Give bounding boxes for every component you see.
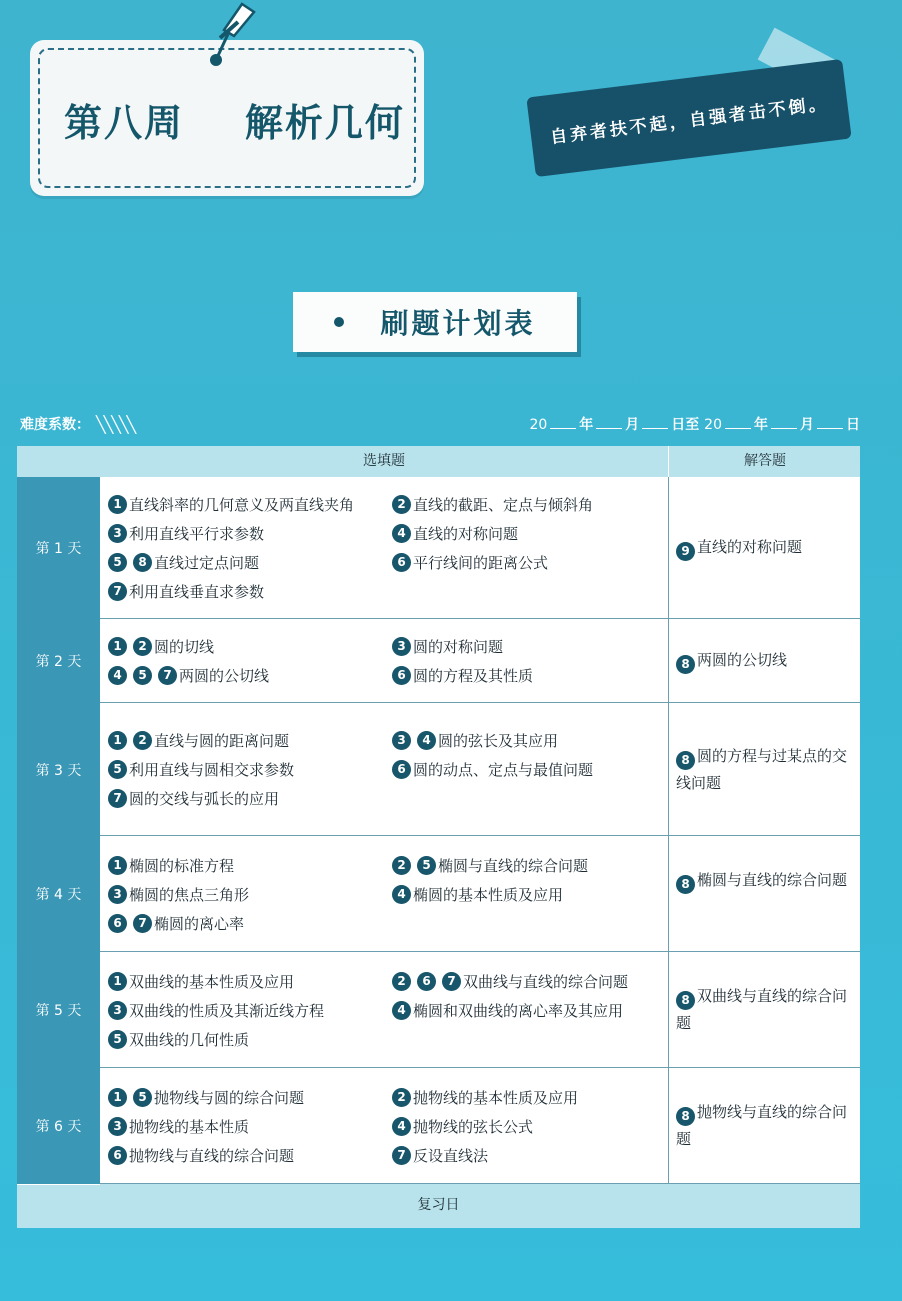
topic-item [392,729,558,751]
topic-text: 平行线间的距离公式 [413,553,549,572]
question-number-badge: 3 [108,885,127,904]
question-number-badge: 2 [392,856,411,875]
day-label: 第 1 天 [17,477,100,620]
topic-text: 双曲线与直线的综合问题 [463,972,629,991]
question-number-badge: 4 [108,666,127,685]
question-number-badge: 4 [392,1117,411,1136]
row-divider [100,835,860,836]
topic-item [392,551,548,573]
topic-item [392,664,533,686]
question-number-badge: 4 [392,885,411,904]
topic-item [108,970,294,992]
year-label-end: 年 [754,417,768,433]
blank-month-start[interactable] [596,416,622,429]
question-number-badge: 3 [108,524,127,543]
column-divider [668,477,669,619]
plan-title: 刷题计划表 [380,307,536,340]
blank-year-start[interactable] [550,416,576,429]
row-divider [100,618,860,619]
year-label-start: 年 [579,417,594,433]
row-divider [100,951,860,952]
topic-text: 椭圆的离心率 [154,914,245,933]
topic-item [392,1086,578,1108]
answer-topic [676,647,854,674]
topic-item [108,522,264,544]
topic-item [108,729,289,751]
topic-text: 抛物线的基本性质 [129,1117,250,1136]
topic-text: 利用直线垂直求参数 [129,582,265,601]
topic-text: 抛物线的基本性质及应用 [413,1088,579,1107]
column-divider [668,703,669,836]
question-number-badge: 2 [133,637,152,656]
topic-text: 抛物线的弦长公式 [413,1117,534,1136]
bullet-icon [334,317,344,327]
date-prefix-start: 20 [529,417,548,433]
answer-text: 两圆的公切线 [697,651,788,669]
question-number-badge: 4 [392,524,411,543]
topic-text: 直线的对称问题 [413,524,519,543]
topic-item [392,1115,533,1137]
topic-text: 圆的弦长及其应用 [438,731,559,750]
topic-text: 圆的方程及其性质 [413,666,534,685]
day-label-end: 日 [846,417,860,433]
answer-topic [676,1099,854,1153]
blank-year-end[interactable] [725,416,751,429]
topic-item [108,1115,249,1137]
question-number-badge: 3 [108,1001,127,1020]
topic-text: 反设直线法 [413,1146,489,1165]
topic-item [108,1144,294,1166]
question-number-badge: 6 [108,914,127,933]
answer-text: 椭圆与直线的综合问题 [697,871,848,889]
column-divider [668,619,669,703]
answer-text: 直线的对称问题 [697,538,803,556]
month-label-end: 月 [800,417,814,433]
page-title: 第八周 解析几何 [64,101,405,145]
answer-topic [676,983,854,1037]
column-divider [668,836,669,952]
day-label: 第 5 天 [17,952,100,1069]
topic-item [108,551,259,573]
blank-month-end[interactable] [771,416,797,429]
topic-text: 椭圆和双曲线的离心率及其应用 [413,1001,624,1020]
answer-topic [676,743,854,797]
question-number-badge: 2 [392,1088,411,1107]
topic-item [392,522,518,544]
difficulty-label: 难度系数： [20,417,90,433]
topic-item [108,999,324,1021]
topic-item [108,758,294,780]
topic-item [108,580,264,602]
question-number-badge: 5 [108,553,127,572]
topic-text: 两圆的公切线 [179,666,270,685]
topic-item [392,493,593,515]
month-label-start: 月 [625,417,640,433]
question-number-badge: 3 [108,1117,127,1136]
question-number-badge: 8 [133,553,152,572]
topic-text: 直线的截距、定点与倾斜角 [413,495,594,514]
topic-item [108,493,354,515]
question-number-badge: 3 [392,731,411,750]
column-divider [668,1068,669,1184]
topic-item [108,912,244,934]
topic-item [392,854,588,876]
topic-item [108,1028,249,1050]
question-number-badge: 5 [133,666,152,685]
topic-text: 椭圆与直线的综合问题 [438,856,589,875]
topic-item [108,854,234,876]
topic-text: 圆的对称问题 [413,637,504,656]
blank-day-end[interactable] [817,416,843,429]
question-number-badge: 9 [676,542,695,561]
date-prefix-end: 20 [704,417,722,433]
question-number-badge: 1 [108,731,127,750]
question-number-badge: 6 [392,760,411,779]
plan-table [17,446,860,1228]
question-number-badge: 1 [108,972,127,991]
topic-text: 抛物线与直线的综合问题 [129,1146,295,1165]
topic-text: 椭圆的焦点三角形 [129,885,250,904]
question-number-badge: 6 [392,553,411,572]
topic-item [108,635,214,657]
topic-item [392,970,628,992]
topic-text: 双曲线的几何性质 [129,1030,250,1049]
question-number-badge: 5 [417,856,436,875]
pushpin-icon [198,0,258,68]
day-label-start: 日至 [671,417,700,433]
row-divider [100,702,860,703]
date-range [529,414,860,434]
question-number-badge: 7 [108,582,127,601]
question-number-badge: 5 [108,1030,127,1049]
question-number-badge: 7 [392,1146,411,1165]
answer-text: 双曲线与直线的综合问题 [676,987,848,1032]
row-divider [100,1067,860,1068]
day-label: 第 6 天 [17,1068,100,1185]
topic-text: 椭圆的标准方程 [129,856,235,875]
topic-item [392,883,563,905]
day-label: 第 4 天 [17,836,100,953]
blank-day-start[interactable] [642,416,668,429]
plan-header [293,292,577,352]
day-label: 第 3 天 [17,703,100,837]
topic-item [392,999,623,1021]
topic-item [108,1086,304,1108]
difficulty-marks: ╲╲╲╲╲ [96,414,135,434]
question-number-badge: 8 [676,991,695,1010]
topic-text: 直线与圆的距离问题 [154,731,290,750]
question-number-badge: 7 [108,789,127,808]
difficulty-rating [20,414,134,434]
topic-item [392,758,593,780]
topic-text: 抛物线与圆的综合问题 [154,1088,305,1107]
answer-topic [676,867,854,894]
question-number-badge: 1 [108,1088,127,1107]
question-number-badge: 2 [392,972,411,991]
topic-item [108,664,269,686]
question-number-badge: 4 [392,1001,411,1020]
question-number-badge: 5 [133,1088,152,1107]
row-divider [100,1183,860,1184]
column-answer-header: 解答题 [668,446,861,477]
question-number-badge: 7 [133,914,152,933]
question-number-badge: 6 [417,972,436,991]
question-number-badge: 2 [392,495,411,514]
answer-text: 圆的方程与过某点的交线问题 [676,747,848,792]
motto-banner: 自弃者扶不起，自强者击不倒。 [526,59,851,177]
topic-text: 双曲线的基本性质及应用 [129,972,295,991]
topic-item [108,787,279,809]
question-number-badge: 1 [108,495,127,514]
question-number-badge: 4 [417,731,436,750]
topic-text: 利用直线平行求参数 [129,524,265,543]
question-number-badge: 5 [108,760,127,779]
topic-text: 椭圆的基本性质及应用 [413,885,564,904]
question-number-badge: 6 [108,1146,127,1165]
topic-text: 双曲线的性质及其渐近线方程 [129,1001,325,1020]
day-label: 第 2 天 [17,619,100,704]
topic-text: 圆的动点、定点与最值问题 [413,760,594,779]
topic-text: 圆的切线 [154,637,215,656]
topic-text: 利用直线与圆相交求参数 [129,760,295,779]
question-number-badge: 2 [133,731,152,750]
column-fill-header: 选填题 [363,453,405,469]
topic-item [108,883,249,905]
answer-topic [676,534,854,561]
question-number-badge: 3 [392,637,411,656]
question-number-badge: 1 [108,637,127,656]
question-number-badge: 8 [676,751,695,770]
question-number-badge: 1 [108,856,127,875]
topic-item [392,635,503,657]
topic-text: 圆的交线与弧长的应用 [129,789,280,808]
question-number-badge: 7 [158,666,177,685]
review-day: 复习日 [17,1184,860,1228]
table-header [17,446,860,477]
question-number-badge: 8 [676,875,695,894]
question-number-badge: 6 [392,666,411,685]
answer-text: 抛物线与直线的综合问题 [676,1103,848,1148]
question-number-badge: 8 [676,1107,695,1126]
topic-item [392,1144,488,1166]
topic-text: 直线过定点问题 [154,553,260,572]
column-divider [668,952,669,1068]
question-number-badge: 7 [442,972,461,991]
topic-text: 直线斜率的几何意义及两直线夹角 [129,495,355,514]
question-number-badge: 8 [676,655,695,674]
